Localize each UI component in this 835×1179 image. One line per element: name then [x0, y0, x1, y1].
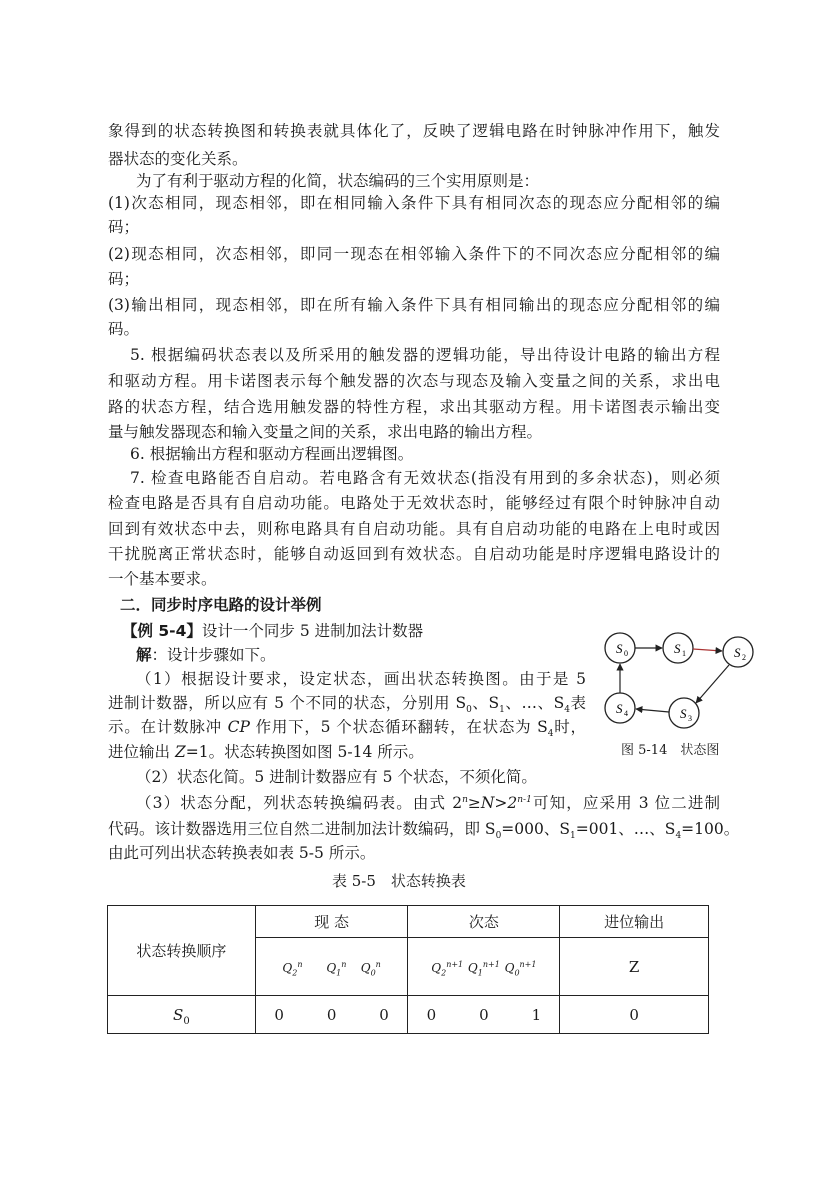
s1-l2-a: 进制计数器，所以应有 5 个不同的状态，分别用 S — [108, 694, 467, 712]
state-node-s3 — [669, 698, 699, 728]
example-title: 设计一个同步 5 进制加法计数器 — [201, 622, 424, 640]
transition-s3-s4 — [636, 709, 669, 712]
sub-4: 4 — [675, 831, 682, 842]
q0n: $Q_0^n$ — [360, 959, 381, 977]
s1-l2-c: 、…、S — [504, 694, 565, 712]
intro-line-1: 象得到的状态转换图和转换表就具体化了，反映了逻辑电路在时钟脉冲作用下，触发 — [108, 122, 720, 140]
cell-current-q1: 0 — [326, 1005, 337, 1024]
section-title: 二．同步时序电路的设计举例 — [120, 596, 322, 614]
principle-3-line-1: (3)输出相同，现态相邻，即在所有输入条件下具有相同输出的现态应分配相邻的编 — [108, 296, 720, 314]
current-q-vars — [255, 938, 408, 996]
sup-n: n — [462, 794, 468, 805]
sub-0: 0 — [466, 705, 472, 716]
state-sub: 1 — [682, 649, 686, 658]
step6-line: 6. 根据输出方程和驱动方程画出逻辑图。 — [130, 445, 414, 463]
s3-l2-c: =001、…、S — [575, 820, 676, 838]
principle-1-line-1: (1)次态相同，现态相邻，即在相同输入条件下具有相同次态的现态应分配相邻的编 — [108, 194, 720, 212]
row-next — [408, 996, 560, 1034]
state-node-s2 — [723, 637, 753, 667]
header-carry: 进位输出 — [560, 906, 709, 938]
step-3-line-2 — [108, 818, 740, 842]
row-state: $S_0$ — [108, 996, 256, 1034]
transition-s1-s2 — [693, 649, 722, 651]
table-caption: 表 5-5 状态转换表 — [332, 872, 466, 890]
solve-label: 解 — [136, 646, 152, 664]
step-1-line-3 — [108, 716, 586, 738]
state-diagram — [592, 618, 772, 738]
sup-n-1: n-1 — [517, 794, 532, 805]
carry-symbol: Z — [560, 938, 709, 996]
state-label: S — [680, 706, 687, 721]
s3-l1-a: （3）状态分配，列状态转换编码表。由式 2 — [136, 794, 463, 812]
intro-line-2: 器状态的变化关系。 — [108, 150, 248, 168]
state-node-s0 — [605, 633, 635, 663]
s1-l2-b: 、S — [471, 694, 500, 712]
sub-1: 1 — [499, 705, 505, 716]
header-order: 状态转换顺序 — [108, 906, 256, 996]
s1-l3-d: 时， — [553, 718, 586, 736]
solve-line — [136, 644, 276, 666]
header-next: 次态 — [408, 906, 560, 938]
step7-line-4: 干扰脱离正常状态时，能够自动返回到有效状态。自启动功能是时序逻辑电路设计的 — [108, 545, 720, 563]
cp-symbol: CP — [227, 718, 250, 736]
z-symbol: Z — [174, 743, 186, 761]
s1-l4-c: =1。状态转换图如图 5-14 所示。 — [185, 743, 424, 761]
table-row — [108, 996, 709, 1034]
step-1-line-2 — [108, 692, 586, 714]
s3-l1-b: ≥N>2 — [467, 794, 518, 812]
principle-1-line-2: 码； — [108, 218, 140, 236]
state-label: S — [674, 641, 681, 656]
table-header-row — [108, 906, 709, 938]
principle-2-line-2: 码； — [108, 270, 140, 288]
cell-next-q2: 0 — [426, 1005, 437, 1024]
cell-current-q0: 0 — [379, 1005, 389, 1024]
state-label: S — [616, 701, 623, 716]
step-3-line-1 — [136, 792, 720, 814]
step5-line-4: 量与触发器现态和输入变量之间的关系，求出电路的输出方程。 — [108, 423, 543, 441]
step5-line-2: 和驱动方程。用卡诺图表示每个触发器的次态与现态及输入变量之间的关系，求出电 — [108, 372, 720, 390]
s3-l2-b: =000、S — [501, 820, 570, 838]
state-node-s1 — [663, 633, 693, 663]
q2n: $Q_2^n$ — [282, 959, 303, 977]
q2n1: $Q_2^{n+1}$ — [431, 959, 464, 977]
step7-line-1: 7. 检查电路能否自启动。若电路含有无效状态(指没有用到的多余状态)，则必须 — [130, 469, 720, 487]
s1-l3-a: 示。在计数脉冲 — [108, 718, 228, 736]
principle-3-line-2: 码。 — [108, 320, 140, 338]
example-tag: 【例 5-4】 — [122, 622, 202, 640]
sub-0: 0 — [495, 831, 502, 842]
next-q-vars — [408, 938, 560, 996]
s1-l4-a: 进位输出 — [108, 743, 175, 761]
step-2-line: （2）状态化简。5 进制计数器应有 5 个状态，不须化简。 — [136, 768, 537, 786]
step-3-line-3: 由此可列出状态转换表如表 5-5 所示。 — [108, 844, 376, 862]
s3-l1-c: 可知，应采用 3 位二进制 — [531, 794, 721, 812]
example-heading — [122, 620, 423, 642]
transition-s2-s3 — [696, 665, 729, 703]
principle-2-line-1: (2)现态相同，次态相邻，即同一现态在相邻输入条件下的不同次态应分配相邻的编 — [108, 245, 720, 263]
q1n: $Q_1^n$ — [326, 959, 347, 977]
state-node-s4 — [605, 693, 635, 723]
state-sub: 0 — [624, 649, 628, 658]
s3-l2-d: =100。 — [681, 820, 740, 838]
s1-l3-c: 作用下，5 个状态循环翻转，在状态为 S — [249, 718, 548, 736]
cell-next-q1: 0 — [479, 1005, 489, 1024]
step7-line-5: 一个基本要求。 — [108, 570, 217, 588]
state-label: S — [734, 645, 741, 660]
row-carry: 0 — [560, 996, 709, 1034]
q1n1: $Q_1^{n+1}$ — [467, 959, 500, 977]
sub-1: 1 — [570, 831, 576, 842]
figure-caption: 图 5-14 状态图 — [621, 743, 720, 758]
step5-line-1: 5. 根据编码状态表以及所采用的触发器的逻辑功能，导出待设计电路的输出方程 — [130, 346, 720, 364]
header-current: 现 态 — [255, 906, 408, 938]
cell-current-q2: 0 — [274, 1005, 284, 1024]
sub-4: 4 — [564, 705, 570, 716]
solve-text: ：设计步骤如下。 — [151, 646, 276, 664]
step5-line-3: 路的状态方程，结合选用触发器的特性方程，求出其驱动方程。用卡诺图表示输出变 — [108, 398, 720, 416]
principles-lead: 为了有利于驱动方程的化简，状态编码的三个实用原则是： — [136, 172, 540, 190]
q0n1: $Q_0^{n+1}$ — [504, 959, 537, 977]
state-sub: 3 — [688, 714, 692, 723]
step7-line-3: 回到有效状态中去，则称电路具有自启动功能。具有自启动功能的电路在上电时或因 — [108, 520, 720, 538]
step7-line-2: 检查电路是否具有自启动功能。电路处于无效状态时，能够经过有限个时钟脉冲自动 — [108, 494, 720, 512]
state-label: S — [616, 641, 623, 656]
s3-l2-a: 代码。该计数器选用三位自然二进制加法计数编码，即 S — [108, 820, 496, 838]
sub-4: 4 — [547, 729, 554, 740]
s1-l2-d: 表 — [569, 694, 586, 712]
row-current — [255, 996, 408, 1034]
state-table — [107, 905, 709, 1034]
state-sub: 4 — [624, 709, 628, 718]
step-1-line-1: （1）根据设计要求，设定状态，画出状态转换图。由于是 5 — [136, 670, 586, 688]
state-sub: 2 — [742, 653, 746, 662]
cell-next-q0: 1 — [531, 1005, 542, 1024]
step-1-line-4 — [108, 741, 586, 763]
